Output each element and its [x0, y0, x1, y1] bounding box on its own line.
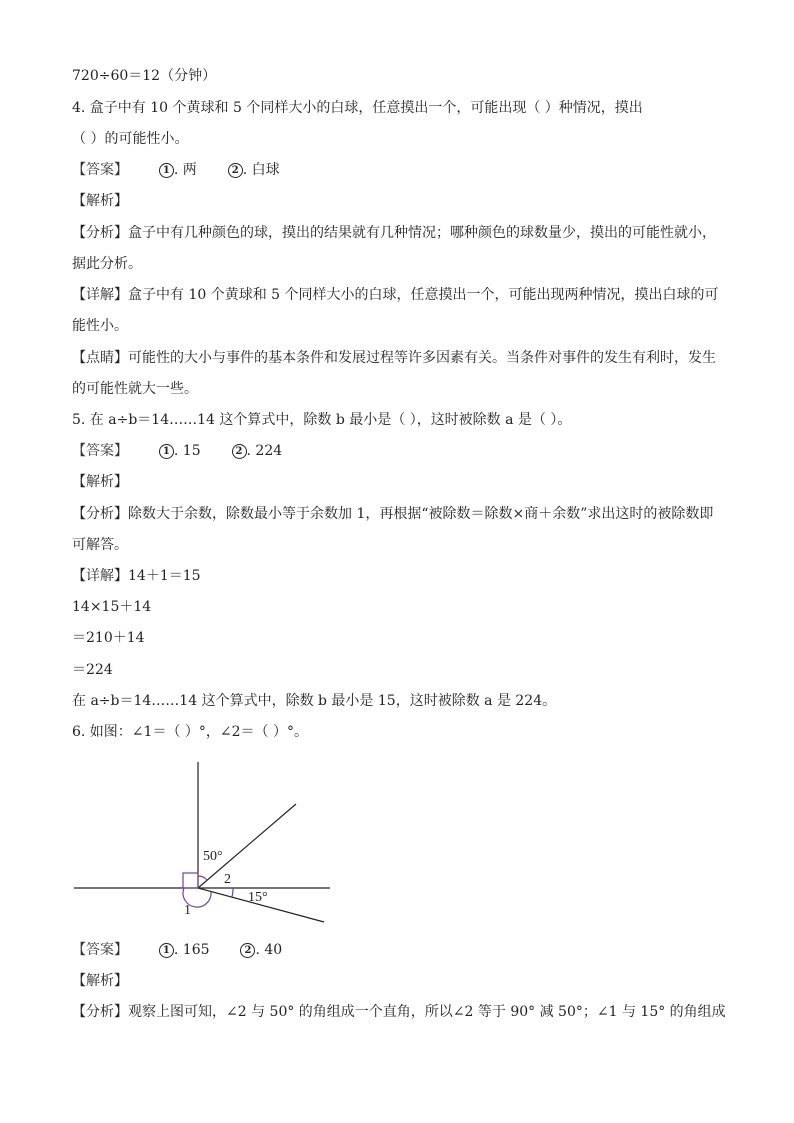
q5-calc-line: ＝224: [72, 662, 113, 678]
label-angle2: 2: [224, 872, 231, 887]
analysis-text: 观察上图可知，∠2 与 50° 的角组成一个直角，所以∠2 等于 90° 减 50°；∠1 与 15° 的角组成: [128, 1004, 726, 1020]
answer-item: . 15: [173, 443, 201, 459]
q5-detail-line1: [72, 566, 201, 586]
answer-tag: 【答案】: [72, 162, 128, 178]
q6-analysis-line1: [72, 1002, 726, 1022]
label-angle1: 1: [184, 903, 191, 918]
detail-tag: 【详解】: [72, 287, 128, 303]
q5-analysis-line2: 可解答。: [72, 537, 128, 553]
detail-text: 盒子中有 10 个黄球和 5 个同样大小的白球，任意摸出一个，可能出现两种情况，摸出白球的可: [128, 287, 719, 303]
previous-answer-line: 720÷60＝12（分钟）: [72, 68, 217, 84]
q4-comment-line1: [72, 348, 716, 368]
q4-analysis-line1: [72, 223, 716, 243]
q5-conclusion: 在 a÷b＝14……14 这个算式中，除数 b 最小是 15，这时被除数 a 是 224。: [72, 693, 557, 709]
circled-number: 2: [228, 163, 243, 178]
label-50: 50°: [203, 849, 223, 864]
answer-tag: 【答案】: [72, 942, 128, 958]
analysis-tag: 【分析】: [72, 225, 128, 241]
q5-answer: [72, 441, 282, 461]
circled-number: 1: [159, 444, 174, 459]
q6-question: 6. 如图：∠1＝（ ）°，∠2＝（ ）°。: [72, 724, 308, 740]
circled-number: 1: [159, 163, 174, 178]
q4-jiexi-tag: 【解析】: [72, 193, 128, 209]
answer-tag: 【答案】: [72, 443, 128, 459]
detail-tag: 【详解】: [72, 568, 128, 584]
label-15: 15°: [248, 890, 268, 905]
angle-figure: [72, 758, 342, 934]
q4-detail-line2: 能性小。: [72, 318, 128, 334]
detail-text: 14＋1＝15: [128, 568, 201, 584]
upper-ray: [198, 804, 296, 888]
q5-analysis-line1: [72, 504, 713, 524]
q6-answer: [72, 940, 282, 960]
answer-item: . 224: [246, 443, 283, 459]
q4-answer: [72, 160, 280, 180]
q5-calc-line: ＝210＋14: [72, 630, 145, 646]
q4-question-line1: 4. 盒子中有 10 个黄球和 5 个同样大小的白球，任意摸出一个，可能出现（ ）种情况，摸出: [72, 100, 643, 116]
angle-diagram: [72, 758, 342, 930]
analysis-tag: 【分析】: [72, 506, 128, 522]
analysis-tag: 【分析】: [72, 1004, 128, 1020]
comment-text: 可能性的大小与事件的基本条件和发展过程等许多因素有关。当条件对事件的发生有利时，发生: [128, 350, 716, 366]
right-angle-mark: [183, 873, 198, 888]
q5-jiexi-tag: 【解析】: [72, 474, 128, 490]
analysis-text: 除数大于余数，除数最小等于余数加 1，再根据“被除数＝除数×商＋余数”求出这时的被除数即: [128, 506, 714, 522]
answer-item: . 40: [255, 942, 283, 958]
q6-jiexi-tag: 【解析】: [72, 973, 128, 989]
q4-question-line2: （ ）的可能性小。: [72, 131, 189, 147]
circled-number: 1: [159, 943, 174, 958]
answer-item: . 165: [173, 942, 210, 958]
comment-tag: 【点睛】: [72, 350, 128, 366]
answer-item: . 两: [173, 162, 197, 178]
analysis-text: 盒子中有几种颜色的球，摸出的结果就有几种情况；哪种颜色的球数量少，摸出的可能性就小，: [128, 225, 716, 241]
angle15-arc: [232, 888, 233, 897]
q5-question: 5. 在 a÷b＝14……14 这个算式中，除数 b 最小是（ ），这时被除数 a 是（ ）。: [72, 412, 572, 428]
q4-detail-line1: [72, 285, 719, 305]
circled-number: 2: [240, 943, 255, 958]
circled-number: 2: [232, 444, 247, 459]
q4-comment-line2: 的可能性就大一些。: [72, 381, 198, 397]
answer-item: . 白球: [242, 162, 280, 178]
q4-analysis-line2: 据此分析。: [72, 256, 142, 272]
angle2-arc: [198, 876, 207, 880]
q5-calc-line: 14×15＋14: [72, 599, 152, 615]
